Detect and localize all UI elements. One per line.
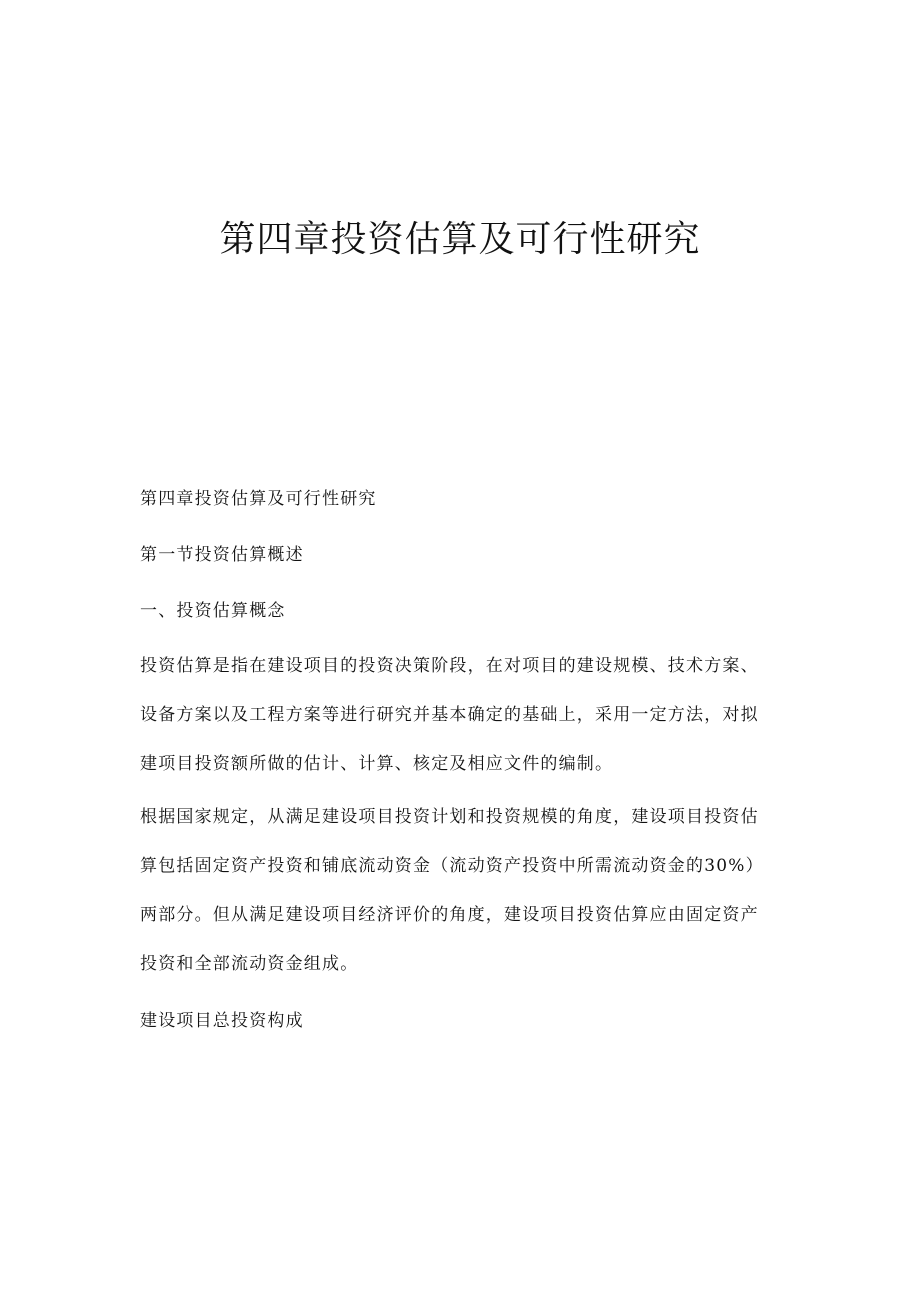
subsection-heading: 一、投资估算概念 [140,601,286,621]
document-title: 第四章投资估算及可行性研究 [219,219,701,260]
paragraph-line: 算包括固定资产投资和铺底流动资金（流动资产投资中所需流动资金的30%） [140,856,764,876]
paragraph-line: 根据国家规定，从满足建设项目投资计划和投资规模的角度，建设项目投资估 [140,807,759,827]
paragraph-line: 设备方案以及工程方案等进行研究并基本确定的基础上，采用一定方法，对拟 [140,705,759,725]
paragraph-line: 建项目投资额所做的估计、计算、核定及相应文件的编制。 [140,754,614,774]
paragraph-line: 投资估算是指在建设项目的投资决策阶段，在对项目的建设规模、技术方案、 [140,656,759,676]
paragraph-line: 两部分。但从满足建设项目经济评价的角度，建设项目投资估算应由固定资产 [140,905,759,925]
paragraph-line: 投资和全部流动资金组成。 [140,954,359,974]
paragraph-investment-estimate-scope [140,793,780,989]
section-heading: 第一节投资估算概述 [140,545,304,565]
paragraph-investment-estimate-definition [140,642,780,789]
total-investment-composition-caption: 建设项目总投资构成 [140,1011,304,1031]
chapter-heading: 第四章投资估算及可行性研究 [140,489,377,509]
